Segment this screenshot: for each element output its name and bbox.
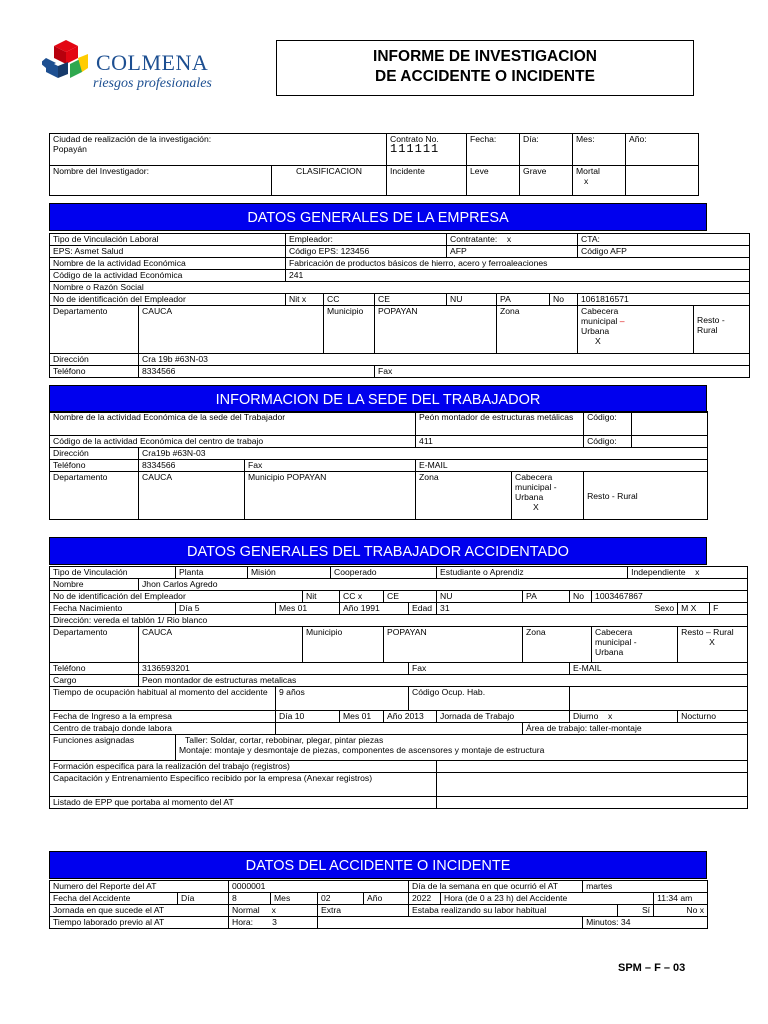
work-center-value xyxy=(276,723,523,735)
duties-label: Funciones asignadas xyxy=(50,735,176,761)
report-number-label: Numero del Reporte del AT xyxy=(50,881,229,893)
department-value: CAUCA xyxy=(139,306,324,354)
brand-tagline: riesgos profesionales xyxy=(93,76,212,91)
worker-urban-option: Cabecera municipal - Urbana xyxy=(592,627,678,663)
center-code2-label: Código: xyxy=(584,436,632,448)
pa-option: PA xyxy=(497,294,550,306)
worker-id-label: No de identificación del Empleador xyxy=(50,591,303,603)
activity-name-label: Nombre de la actividad Económica xyxy=(50,258,286,270)
occupation-time-label: Tiempo de ocupación habitual al momento del accidente xyxy=(50,687,276,711)
worker-address: Dirección: vereda el tablón 1/ Rio blanco xyxy=(50,615,748,627)
occupation-code-label: Código Ocup. Hab. xyxy=(409,687,570,711)
colmena-logo xyxy=(42,38,232,94)
accident-day-label: Día xyxy=(178,893,229,905)
contract-cell: Contrato No. 111111 xyxy=(387,134,467,166)
specific-training-value xyxy=(437,773,748,797)
day-shift-option: Diurno x xyxy=(570,711,678,723)
incident-option: Incidente xyxy=(387,166,467,196)
serious-option: Grave xyxy=(520,166,573,196)
job-title-value: Peon montador de estructuras metalicas xyxy=(139,675,748,687)
worksite-fax-label: Fax xyxy=(245,460,416,472)
specific-training-label: Capacitación y Entrenamiento Especifico recibido por la empresa (Anexar registros) xyxy=(50,773,437,797)
classification-label: CLASIFICACION xyxy=(272,166,387,196)
worksite-department-label: Departamento xyxy=(50,472,139,520)
prior-hours: Hora: 3 xyxy=(229,917,318,929)
fax-label: Fax xyxy=(375,366,750,378)
nit-option: Nit x xyxy=(286,294,324,306)
accident-shift-label: Jornada en que sucede el AT xyxy=(50,905,229,917)
weekday-value: martes xyxy=(583,881,708,893)
eps-label: EPS: Asmet Salud xyxy=(50,246,286,258)
colmena-cube-icon xyxy=(42,38,90,82)
usual-work-no: No x xyxy=(654,905,708,917)
worker-name-value: Jhon Carlos Agredo xyxy=(139,579,748,591)
birth-month: Mes 01 xyxy=(276,603,340,615)
plant-option: Planta xyxy=(176,567,248,579)
accident-month-label: Mes xyxy=(271,893,318,905)
worker-pa-option: PA xyxy=(523,591,570,603)
afp-code: Código AFP xyxy=(578,246,750,258)
worksite-activity-label: Nombre de la actividad Económica de la sede del Trabajador xyxy=(50,412,416,436)
worker-no-label: No xyxy=(570,591,592,603)
sex-male: M X xyxy=(678,603,710,615)
worker-zone-label: Zona xyxy=(523,627,592,663)
weekday-label: Día de la semana en que ocurrió el AT xyxy=(409,881,583,893)
worker-department-label: Departamento xyxy=(50,627,139,663)
occupation-time-value: 9 años xyxy=(276,687,409,711)
address-value: Cra 19b #63N-03 xyxy=(139,354,750,366)
worker-nit-option: Nit xyxy=(303,591,340,603)
occupation-code-value xyxy=(570,687,748,711)
worker-phone-value: 3136593201 xyxy=(139,663,409,675)
prior-time-label: Tiempo laborado previo al AT xyxy=(50,917,229,929)
worker-ce-option: CE xyxy=(384,591,437,603)
accident-hour-value: 11:34 am xyxy=(654,893,708,905)
birth-day: Día 5 xyxy=(176,603,276,615)
eps-code: Código EPS: 123456 xyxy=(286,246,447,258)
ppe-label: Listado de EPP que portaba al momento del AT xyxy=(50,797,437,809)
investigator-label: Nombre del Investigador: xyxy=(50,166,272,196)
center-code-label: Código de la actividad Económica del centro de trabajo xyxy=(50,436,416,448)
work-area: Área de trabajo: taller-montaje xyxy=(523,723,748,735)
nu-option: NU xyxy=(447,294,497,306)
cta-label: CTA: xyxy=(578,234,750,246)
company-data-table xyxy=(49,233,750,378)
worksite-address-label: Dirección xyxy=(50,448,139,460)
mission-option: Misión xyxy=(248,567,331,579)
worksite-zone-label: Zona xyxy=(416,472,512,520)
section-band-empresa: DATOS GENERALES DE LA EMPRESA xyxy=(49,203,707,231)
sex-label: Sexo xyxy=(592,603,678,615)
job-title-label: Cargo xyxy=(50,675,139,687)
hire-year: Año 2013 xyxy=(384,711,437,723)
worker-link-type-label: Tipo de Vinculación xyxy=(50,567,176,579)
worksite-email-label: E-MAIL xyxy=(416,460,708,472)
department-label: Departamento xyxy=(50,306,139,354)
urban-option: Cabecera municipal – Urbana X xyxy=(578,306,694,354)
activity-name-value: Fabricación de productos básicos de hierro, acero y ferroaleaciones xyxy=(286,258,750,270)
hire-month: Mes 01 xyxy=(340,711,384,723)
accident-data-table xyxy=(49,880,708,929)
sex-female: F xyxy=(710,603,748,615)
birth-year: Año 1991 xyxy=(340,603,409,615)
center-code2-value xyxy=(632,436,708,448)
prior-hours-spacer xyxy=(318,917,583,929)
report-title-box xyxy=(276,40,694,96)
night-shift-option: Nocturno xyxy=(678,711,748,723)
employer-label: Empleador: xyxy=(286,234,447,246)
empty-cell xyxy=(626,166,699,196)
worksite-department-value: CAUCA xyxy=(139,472,245,520)
independent-option: Independiente x xyxy=(628,567,748,579)
worker-municipality-value: POPAYAN xyxy=(384,627,523,663)
worker-id-value: 1003467867 xyxy=(592,591,748,603)
year-label: Año: xyxy=(626,134,699,166)
form-code: SPM – F – 03 xyxy=(618,962,686,974)
accident-date-label: Fecha del Accidente xyxy=(50,893,178,905)
worker-rural-option: Resto – Rural X xyxy=(678,627,748,663)
ppe-value xyxy=(437,797,748,809)
date-label: Fecha: xyxy=(467,134,520,166)
report-title-line1: INFORME DE INVESTIGACION xyxy=(373,48,597,65)
worker-name-label: Nombre xyxy=(50,579,139,591)
day-label: Día: xyxy=(520,134,573,166)
extra-shift-option: Extra xyxy=(318,905,409,917)
accident-month-value: 02 xyxy=(318,893,364,905)
hire-day: Día 10 xyxy=(276,711,340,723)
age-value: 31 xyxy=(437,603,592,615)
cc-option: CC xyxy=(324,294,375,306)
work-shift-label: Jornada de Trabajo xyxy=(437,711,570,723)
training-label: Formación especifica para la realización del trabajo (registros) xyxy=(50,761,437,773)
section-band-sede: INFORMACION DE LA SEDE DEL TRABAJADOR xyxy=(49,385,707,413)
usual-work-yes: Sí xyxy=(618,905,654,917)
worker-data-table xyxy=(49,566,748,809)
investigation-header-table xyxy=(49,133,699,196)
no-label: No xyxy=(550,294,578,306)
worker-fax-label: Fax xyxy=(409,663,570,675)
fatal-option: Mortal x xyxy=(573,166,626,196)
birth-date-label: Fecha Nacimiento xyxy=(50,603,176,615)
hire-date-label: Fecha de Ingreso a la empresa xyxy=(50,711,276,723)
worksite-municipality: Municipio POPAYAN xyxy=(245,472,416,520)
worksite-phone-label: Teléfono xyxy=(50,460,139,472)
contractor-label: Contratante: x xyxy=(447,234,578,246)
rural-option: Resto - Rural xyxy=(694,306,750,354)
worksite-code-value xyxy=(632,412,708,436)
prior-minutes: Minutos: 34 xyxy=(583,917,708,929)
phone-value: 8334566 xyxy=(139,366,375,378)
worksite-rural-option: Resto - Rural xyxy=(584,472,708,520)
student-option: Estudiante o Aprendiz xyxy=(437,567,628,579)
usual-work-label: Estaba realizando su labor habitual xyxy=(409,905,618,917)
month-label: Mes: xyxy=(573,134,626,166)
ce-option: CE xyxy=(375,294,447,306)
employer-id-label: No de identificación del Empleador xyxy=(50,294,286,306)
activity-code-label: Código de la actividad Económica xyxy=(50,270,286,282)
age-label: Edad xyxy=(409,603,437,615)
municipality-value: POPAYAN xyxy=(375,306,497,354)
center-code-value: 411 xyxy=(416,436,584,448)
zone-label: Zona xyxy=(497,306,578,354)
phone-label: Teléfono xyxy=(50,366,139,378)
worker-cc-option: CC x xyxy=(340,591,384,603)
worksite-address-value: Cra19b #63N-03 xyxy=(139,448,708,460)
worker-department-value: CAUCA xyxy=(139,627,303,663)
activity-code-value: 241 xyxy=(286,270,750,282)
worksite-phone-value: 8334566 xyxy=(139,460,245,472)
work-center-label: Centro de trabajo donde labora xyxy=(50,723,276,735)
training-value xyxy=(437,761,748,773)
employer-id-value: 1061816571 xyxy=(578,294,750,306)
accident-hour-label: Hora (de 0 a 23 h) del Accidente xyxy=(441,893,654,905)
municipality-label: Municipio xyxy=(324,306,375,354)
worksite-data-table xyxy=(49,411,708,520)
report-number-value: 0000001 xyxy=(229,881,409,893)
normal-shift-option: Normal x xyxy=(229,905,318,917)
worksite-urban-option: Cabecera municipal - Urbana X xyxy=(512,472,584,520)
worker-phone-label: Teléfono xyxy=(50,663,139,675)
accident-year-value: 2022 xyxy=(409,893,441,905)
accident-day-value: 8 xyxy=(229,893,271,905)
link-type-label: Tipo de Vinculación Laboral xyxy=(50,234,286,246)
minor-option: Leve xyxy=(467,166,520,196)
section-band-trabajador: DATOS GENERALES DEL TRABAJADOR ACCIDENTADO xyxy=(49,537,707,565)
address-label: Dirección xyxy=(50,354,139,366)
worksite-code-label: Código: xyxy=(584,412,632,436)
cooperative-option: Cooperado xyxy=(331,567,437,579)
section-band-accidente: DATOS DEL ACCIDENTE O INCIDENTE xyxy=(49,851,707,879)
company-name-label: Nombre o Razón Social xyxy=(50,282,750,294)
worker-municipality-label: Municipio xyxy=(303,627,384,663)
worker-nu-option: NU xyxy=(437,591,523,603)
city-cell: Ciudad de realización de la investigación: Popayán xyxy=(50,134,387,166)
afp-label: AFP xyxy=(447,246,578,258)
worksite-activity-value: Peón montador de estructuras metálicas xyxy=(416,412,584,436)
duties-value: Taller: Soldar, cortar, rebobinar, plegar, pintar piezas Montaje: montaje y desmontaje de piezas, componentes de ascensores y montaje de estructura xyxy=(176,735,748,761)
brand-name: COLMENA xyxy=(96,50,209,75)
worker-email-label: E-MAIL xyxy=(570,663,748,675)
report-title-line2: DE ACCIDENTE O INCIDENTE xyxy=(375,68,595,85)
accident-year-label: Año xyxy=(364,893,409,905)
